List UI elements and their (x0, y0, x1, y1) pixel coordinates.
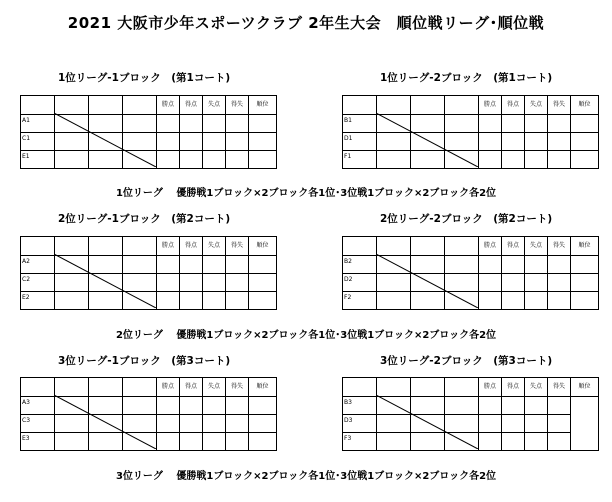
header-goal-diff: 得失 (548, 96, 571, 115)
section-note: 3位リーグ 優勝戦1ブロック×2ブロック各1位･3位戦1ブロック×2ブロック各2位 (115, 471, 497, 482)
section-note: 2位リーグ 優勝戦1ブロック×2ブロック各1位･3位戦1ブロック×2ブロック各2位 (115, 330, 497, 341)
header-points: 勝点 (479, 378, 502, 397)
team-label: F3 (343, 433, 377, 451)
header-points: 勝点 (157, 378, 180, 397)
header-points: 勝点 (157, 96, 180, 115)
header-goals-for: 得点 (180, 378, 203, 397)
league-table (20, 95, 277, 169)
header-goals-against: 失点 (525, 237, 548, 256)
header-goals-against: 失点 (203, 378, 226, 397)
header-rank: 順位 (571, 378, 599, 397)
team-label: D1 (343, 133, 377, 151)
header-goals-for: 得点 (180, 96, 203, 115)
team-label: B3 (343, 397, 377, 415)
team-label: E1 (21, 151, 55, 169)
header-goal-diff: 得失 (548, 378, 571, 397)
header-goals-for: 得点 (502, 378, 525, 397)
header-goals-against: 失点 (525, 96, 548, 115)
header-rank: 順位 (249, 378, 277, 397)
team-label: A1 (21, 115, 55, 133)
section-note: 1位リーグ 優勝戦1ブロック×2ブロック各1位･3位戦1ブロック×2ブロック各2位 (115, 188, 497, 199)
header-goals-against: 失点 (203, 96, 226, 115)
header-goal-diff: 得失 (226, 96, 249, 115)
block-title: 3位リーグ-1ブロック (第3コート) (58, 355, 231, 367)
team-label: F2 (343, 292, 377, 310)
header-points: 勝点 (479, 237, 502, 256)
team-label: E2 (21, 292, 55, 310)
team-label: C1 (21, 133, 55, 151)
team-label: C3 (21, 415, 55, 433)
league-table (342, 377, 599, 451)
block-title: 2位リーグ-1ブロック (第2コート) (58, 213, 231, 225)
league-table (342, 95, 599, 169)
team-label: D2 (343, 274, 377, 292)
team-label: F1 (343, 151, 377, 169)
team-label: B2 (343, 256, 377, 274)
team-label: A3 (21, 397, 55, 415)
header-goals-for: 得点 (180, 237, 203, 256)
header-goals-for: 得点 (502, 237, 525, 256)
header-rank: 順位 (571, 237, 599, 256)
block-title: 2位リーグ-2ブロック (第2コート) (380, 213, 553, 225)
header-goal-diff: 得失 (226, 378, 249, 397)
team-label: D3 (343, 415, 377, 433)
team-label: C2 (21, 274, 55, 292)
page-title: 2021 大阪市少年スポーツクラブ 2年生大会 順位戦リーグ･順位戦 (67, 14, 545, 32)
team-label: B1 (343, 115, 377, 133)
team-label: E3 (21, 433, 55, 451)
block-title: 1位リーグ-2ブロック (第1コート) (380, 72, 553, 84)
header-rank: 順位 (249, 96, 277, 115)
header-points: 勝点 (157, 237, 180, 256)
league-table (20, 377, 277, 451)
header-rank: 順位 (249, 237, 277, 256)
header-goals-against: 失点 (525, 378, 548, 397)
league-table (342, 236, 599, 310)
header-goals-against: 失点 (203, 237, 226, 256)
header-rank: 順位 (571, 96, 599, 115)
header-goals-for: 得点 (502, 96, 525, 115)
block-title: 3位リーグ-2ブロック (第3コート) (380, 355, 553, 367)
header-points: 勝点 (479, 96, 502, 115)
block-title: 1位リーグ-1ブロック (第1コート) (58, 72, 231, 84)
header-goal-diff: 得失 (226, 237, 249, 256)
header-goal-diff: 得失 (548, 237, 571, 256)
team-label: A2 (21, 256, 55, 274)
league-table (20, 236, 277, 310)
